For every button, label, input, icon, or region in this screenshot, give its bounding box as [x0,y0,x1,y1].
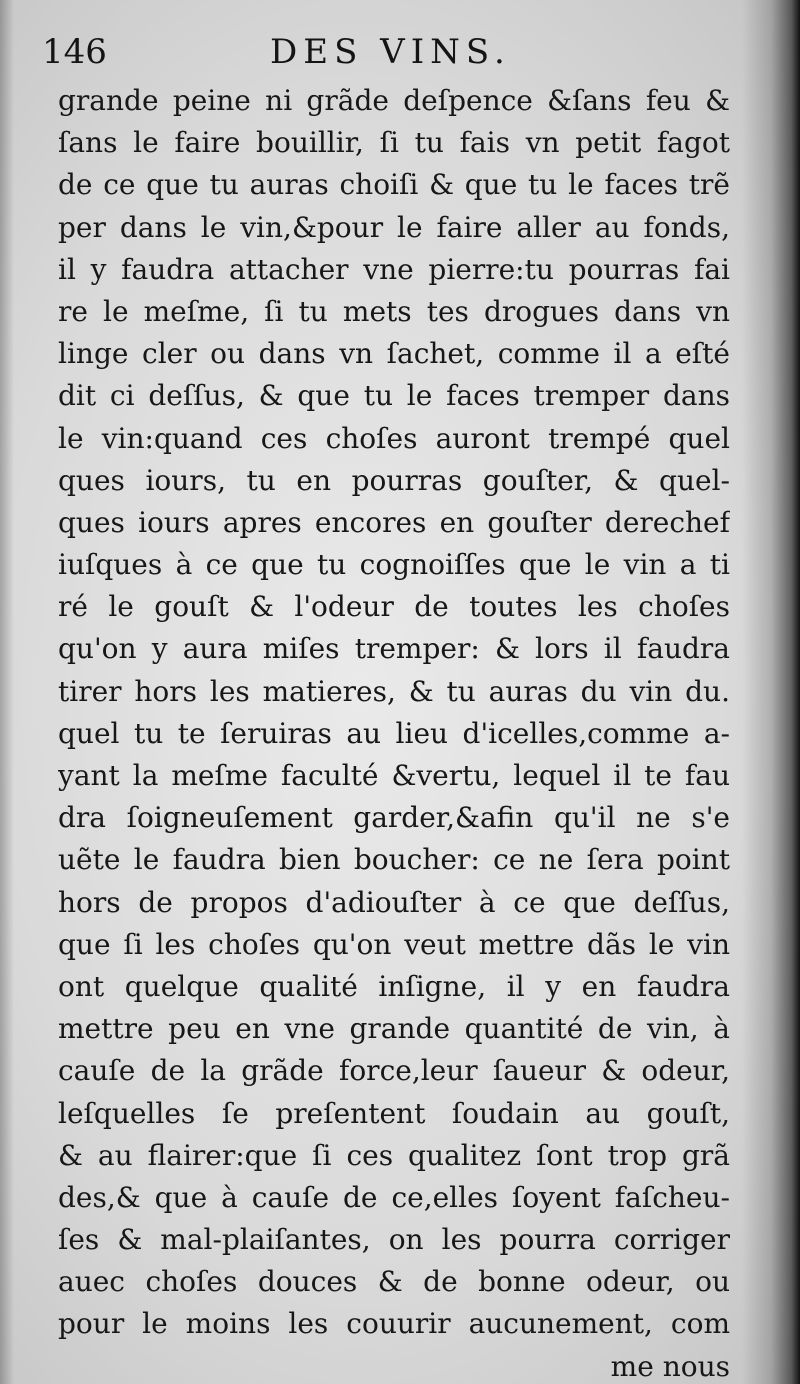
text-line: le vin:quand ces choſes auront trempé quel [58,421,730,455]
text-line: pour le moins les couurir aucunement, com [58,1307,730,1341]
text-line: leſquelles ſe preſentent ſoudain au gouſt, [58,1096,730,1130]
text-line: ſes & mal-plaiſantes, on les pourra corriger [58,1223,730,1257]
page-number: 146 [42,32,107,72]
text-line: linge cler ou dans vn ſachet, comme il a eſté [58,337,730,371]
text-line: iuſques à ce que tu cognoiſſes que le vin a ti [58,548,730,582]
text-line: des,& que à cauſe de ce,elles ſoyent faſcheu- [58,1180,730,1214]
text-line: grande peine ni grãde deſpence &ſans feu & [58,84,730,117]
text-line: quel tu te ſeruiras au lieu d'icelles,comme a- [58,716,730,750]
running-title: DES VINS. [270,32,511,72]
page-left-edge-shadow [0,0,14,1384]
text-line: mettre peu en vne grande quantité de vin, à [58,1012,730,1046]
text-line: ques iours, tu en pourras gouſter, & quel- [58,463,730,497]
text-line: dra ſoigneuſement garder,&afin qu'il ne s'e [58,801,730,835]
catchword-line: me nous [610,1349,730,1383]
text-line: ont quelque qualité inſigne, il y en faudra [58,969,730,1003]
text-line: auec choſes douces & de bonne odeur, ou [58,1265,730,1299]
body-text [58,80,730,1384]
text-line: per dans le vin,&pour le faire aller au fonds, [58,210,730,244]
text-line: & au flairer:que ſi ces qualitez ſont trop grã [58,1138,730,1172]
text-line: cauſe de la grãde force,leur ſaueur & odeur, [58,1054,730,1088]
text-line: il y faudra attacher vne pierre:tu pourras fai [58,252,730,286]
text-line: yant la meſme faculté &vertu, lequel il te fau [58,759,730,792]
text-line: ſans le faire bouillir, ſi tu fais vn petit fagot [58,126,730,160]
binding-gutter-shadow [742,0,800,1384]
text-line: re le meſme, ſi tu mets tes drogues dans vn [58,294,730,328]
text-line: ques iours apres encores en gouſter derechef [58,505,730,539]
page-header [42,28,722,78]
text-line: qu'on y aura miſes tremper: & lors il faudra [58,632,730,666]
text-line: ré le gouſt & l'odeur de toutes les choſes [58,590,730,624]
text-line: tirer hors les matieres, & tu auras du vin du. [58,674,730,708]
text-line: dit ci deſſus, & que tu le faces tremper dans [58,379,730,413]
text-line: hors de propos d'adiouſter à ce que deſſus, [58,885,730,919]
text-line: uẽte le faudra bien boucher: ce ne ſera point [58,843,730,877]
text-line: que ſi les choſes qu'on veut mettre dãs le vin [58,927,730,961]
text-line: de ce que tu auras choiſi & que tu le faces trẽ [58,168,730,202]
